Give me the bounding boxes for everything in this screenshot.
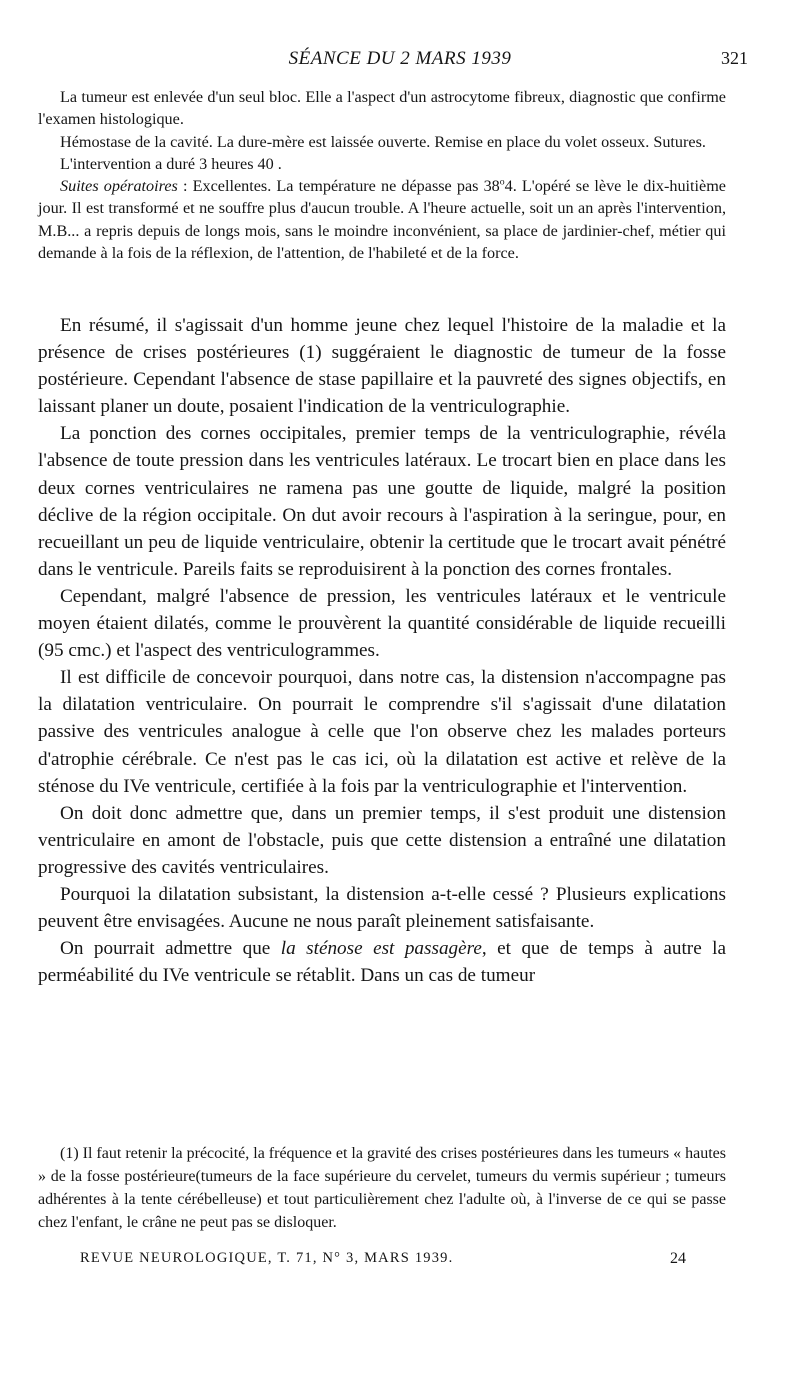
- page-header: [0, 40, 800, 80]
- paragraph-question: Pourquoi la dilatation subsistant, la distension a-t-elle cessé ? Plusieurs explications peuvent être envisagées. Aucune ne nous paraît pleinement satisfaisante.: [38, 883, 726, 933]
- paragraph-duration: L'intervention a duré 3 heures 40 .: [60, 154, 282, 173]
- paragraph-stenosis: [38, 935, 726, 989]
- paragraph-tumor-removal: La tumeur est enlevée d'un seul bloc. Elle a l'aspect d'un astrocytome fibreux, diagnostic que confirme l'examen histologique.: [38, 88, 726, 129]
- discussion-section: [38, 312, 726, 989]
- paragraph-dilatation: Cependant, malgré l'absence de pression, les ventricules latéraux et le ventricule moyen étaient dilatés, comme le prouvèrent la quantité considérable de liquide recueilli (95 cmc.) et l'aspect des ventriculogrammes.: [38, 585, 726, 662]
- postoperative-text-a: : Excellentes. La température ne dépasse pas 38: [177, 177, 500, 196]
- stenosis-text-after: , et que de temps à autre la perméabilité du IVe ventricule se rétablit. Dans un cas de tumeur: [38, 938, 726, 987]
- stenosis-text-before: On pourrait admettre que: [60, 938, 281, 960]
- postoperative-text-b: 4. L'opéré se lève le dix-huitième jour. Il est transformé et ne souffre plus d'aucun trouble. A l'heure actuelle, soit un an après l'intervention, M.B... a repris depuis de longs mois, sans le moindre inconvénient, sa place de jardinier-chef, métier qui demande à la fois de la réflexion, de l'attention, de l'habileté et de la force.: [38, 177, 726, 263]
- postoperative-label: Suites opératoires: [60, 177, 178, 196]
- paragraph-postoperative: [38, 175, 726, 264]
- temperature-superscript: o: [499, 176, 505, 188]
- paragraph-difficulty: Il est difficile de concevoir pourquoi, dans notre cas, la distension n'accompagne pas la dilatation ventriculaire. On pourrait le comprendre s'il s'agissait d'une dilatation passive des ventricules analogue à celle que l'on observe chez les malades porteurs d'atrophie cérébrale. Ce n'est pas le cas ici, où la dilatation est active et relève de la sténose du IVe ventricule, certifiée à la fois par la ventriculographie et l'intervention.: [38, 667, 726, 797]
- paragraph-puncture: La ponction des cornes occipitales, premier temps de la ventriculographie, révéla l'absence de toute pression dans les ventricules latéraux. Le trocart bien en place dans les deux cornes ventriculaires ne ramena pas une goutte de liquide, malgré la position déclive de la région occipitale. On dut avoir recours à l'aspiration à la seringue, pour, en recueillant un peu de liquide ventriculaire, obtenir la certitude que le trocart avait pénétré dans le ventricule. Pareils faits se reproduisirent à la ponction des cornes frontales.: [38, 423, 726, 580]
- paragraph-admission: On doit donc admettre que, dans un premier temps, il s'est produit une distension ventriculaire en amont de l'obstacle, puis que cette distension a entraîné une dilatation progressive des cavités ventriculaires.: [38, 802, 726, 878]
- footnote-section: [38, 1142, 726, 1234]
- footnote: (1) Il faut retenir la précocité, la fréquence et la gravité des crises postérieures dans les tumeurs « hautes » de la fosse postérieure(tumeurs de la face supérieure du cervelet, tumeurs du vermis supérieur ; tumeurs adhérentes à la tente cérébelleuse) et tout particulièrement chez l'adulte où, à l'inverse de ce qui se passe chez l'enfant, le crâne ne peut pas se disloquer.: [38, 1145, 726, 1231]
- stenosis-italic: la sténose est passagère: [280, 938, 482, 960]
- journal-reference: REVUE NEUROLOGIQUE, T. 71, N° 3, MARS 1939.: [80, 1250, 454, 1266]
- page-number: 321: [721, 48, 748, 68]
- case-report-section: [38, 86, 726, 264]
- page-footer: [0, 1250, 800, 1280]
- paragraph-hemostasis: Hémostase de la cavité. La dure-mère est laissée ouverte. Remise en place du volet osseux. Sutures.: [60, 132, 706, 151]
- paragraph-summary: En résumé, il s'agissait d'un homme jeune chez lequel l'histoire de la maladie et la présence de crises postérieures (1) suggéraient le diagnostic de tumeur de la fosse postérieure. Cependant l'absence de stase papillaire et la pauvreté des signes objectifs, en laissant planer un doute, posaient l'indication de la ventriculographie.: [38, 315, 726, 418]
- sheet-number: 24: [670, 1250, 686, 1267]
- running-head: SÉANCE DU 2 MARS 1939: [288, 48, 512, 69]
